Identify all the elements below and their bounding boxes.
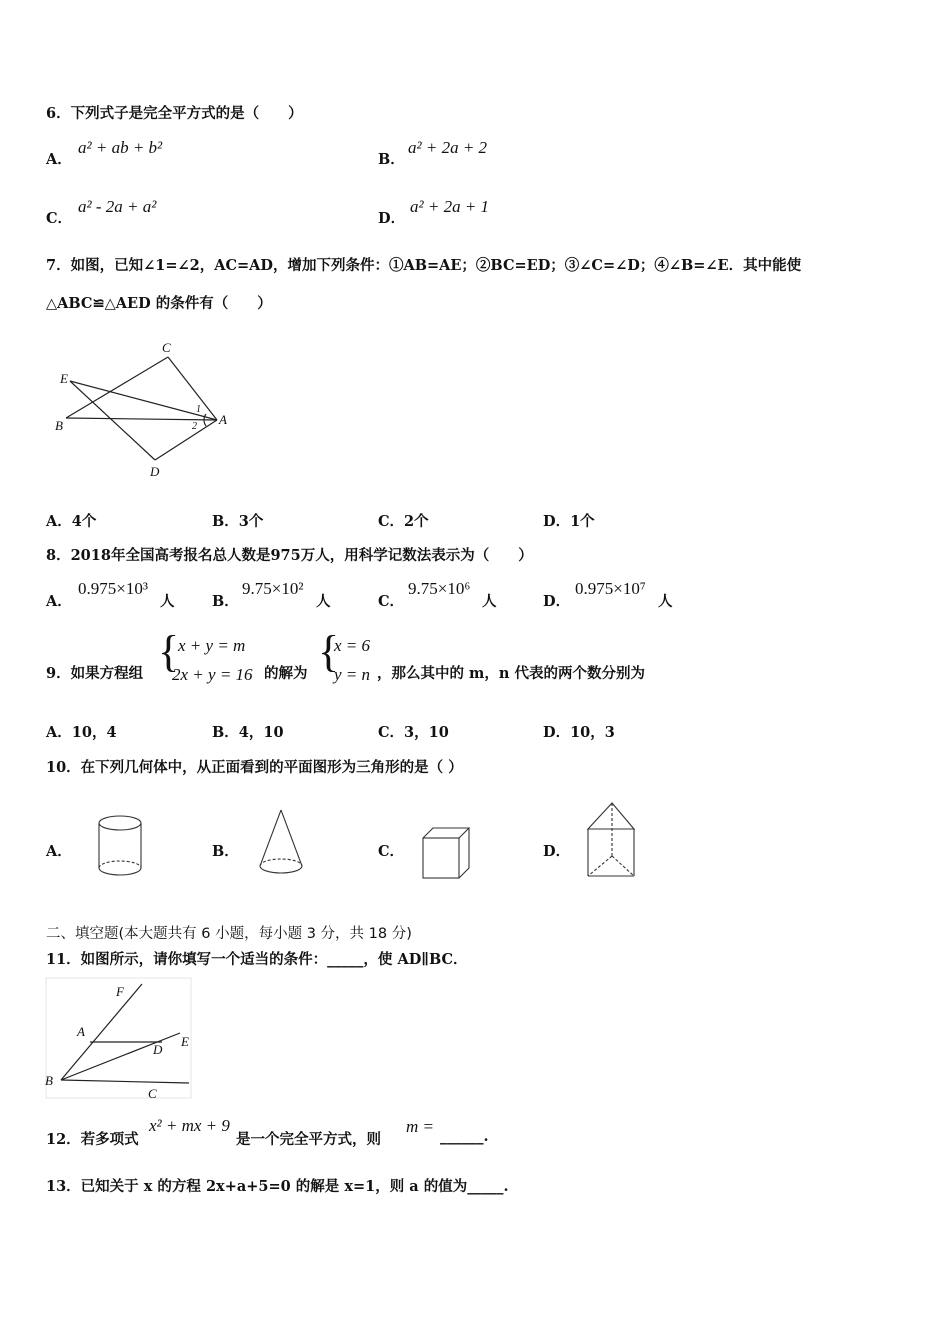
q12-prefix: 12．若多项式 [46, 1131, 139, 1148]
q8-option-a-unit: 人 [160, 593, 175, 610]
q6-option-c-label: C． [46, 210, 73, 227]
q11-label-b: B [45, 1073, 53, 1088]
q11-line-bf [61, 984, 142, 1080]
q6-option-b-label: B． [378, 151, 405, 168]
q9-system1-eq2: 2x + y = 16 [172, 665, 253, 684]
q12-expr: x² + mx + 9 [149, 1116, 230, 1135]
q7-stem-line2: △ABC≌△AED 的条件有（ ） [46, 295, 272, 312]
q7-option-c: C．2个 [378, 513, 429, 530]
q11-line-bc [61, 1080, 189, 1083]
q8-option-b-expr: 9.75×10² [242, 579, 304, 598]
q8-option-d-label: D． [543, 593, 571, 610]
q6-option-d-label: D． [378, 210, 406, 227]
q10-option-b-label: B． [212, 843, 239, 860]
q13-stem: 13．已知关于 x 的方程 2x+a+5=0 的解是 x=1，则 a 的值为_____. [46, 1178, 509, 1195]
q6-option-a-label: A． [46, 151, 72, 168]
q9-option-c: C．3，10 [378, 724, 449, 741]
q8-option-d-unit: 人 [658, 593, 673, 610]
q9-system2-eq1: x = 6 [334, 636, 371, 655]
q12-blank: ______. [440, 1128, 489, 1145]
q11-label-f: F [116, 984, 124, 999]
q11-label-d: D [153, 1042, 163, 1057]
q11-stem: 11．如图所示，请你填写一个适当的条件：_____，使 AD∥BC． [46, 951, 468, 968]
q9-system1-eq1: x + y = m [178, 636, 246, 655]
q9-option-b: B．4，10 [212, 724, 284, 741]
q7-label-d: D [150, 464, 160, 479]
q11-label-c: C [148, 1086, 157, 1101]
q8-option-b-label: B． [212, 593, 239, 610]
q6-option-b-expr: a² + 2a + 2 [408, 138, 488, 157]
q7-label-a: A [219, 412, 227, 427]
section-2-title: 二、填空题(本大题共有 6 小题，每小题 3 分，共 18 分) [46, 926, 412, 942]
q9-option-d: D．10，3 [543, 724, 615, 741]
q7-option-d: D．1个 [543, 513, 595, 530]
q12-var: m = [406, 1117, 434, 1136]
q11-label-e: E [181, 1034, 189, 1049]
q8-option-c-label: C． [378, 593, 405, 610]
q8-option-c-expr: 9.75×10⁶ [408, 579, 471, 598]
q9-prefix: 9．如果方程组 [46, 665, 144, 682]
q9-brace-1: { [158, 627, 180, 676]
q10-option-d-label: D． [543, 843, 571, 860]
q12-middle: 是一个完全平方式，则 [236, 1131, 381, 1148]
q9-brace-2: { [318, 627, 340, 676]
q8-option-b-unit: 人 [316, 593, 331, 610]
q9-middle: 的解为 [264, 665, 308, 682]
q10-option-a-label: A． [46, 843, 72, 860]
q6-option-d-expr: a² + 2a + 1 [410, 197, 490, 216]
q7-label-2: 2 [192, 421, 197, 432]
q7-option-b: B．3个 [212, 513, 264, 530]
q7-label-c: C [162, 340, 171, 355]
q7-label-b: B [55, 418, 63, 433]
q6-stem: 6．下列式子是完全平方式的是（ ） [46, 105, 303, 122]
q8-option-d-expr: 0.975×10⁷ [575, 579, 646, 598]
q8-option-c-unit: 人 [482, 593, 497, 610]
q7-stem-line1: 7．如图，已知∠1=∠2，AC=AD，增加下列条件：①AB=AE；②BC=ED；③∠C=∠D；④∠B=∠E．其中能使 [46, 257, 802, 274]
q9-system2-eq2: y = n [334, 665, 371, 684]
q7-option-a: A．4个 [46, 513, 97, 530]
q10-stem: 10．在下列几何体中，从正面看到的平面图形为三角形的是（ ） [46, 759, 463, 776]
q9-suffix: ，那么其中的 m，n 代表的两个数分别为 [377, 665, 645, 682]
q8-option-a-label: A． [46, 593, 72, 610]
q7-label-e: E [60, 371, 68, 386]
q8-stem: 8．2018年全国高考报名总人数是975万人，用科学记数法表示为（ ） [46, 547, 533, 564]
q7-label-1: 1 [196, 404, 201, 415]
q11-label-a: A [77, 1024, 85, 1039]
q6-option-c-expr: a² - 2a + a² [78, 197, 157, 216]
q6-option-a-expr: a² + ab + b² [78, 138, 163, 157]
q9-option-a: A．10，4 [46, 724, 117, 741]
q10-option-c-label: C． [378, 843, 405, 860]
q8-option-a-expr: 0.975×10³ [78, 579, 148, 598]
